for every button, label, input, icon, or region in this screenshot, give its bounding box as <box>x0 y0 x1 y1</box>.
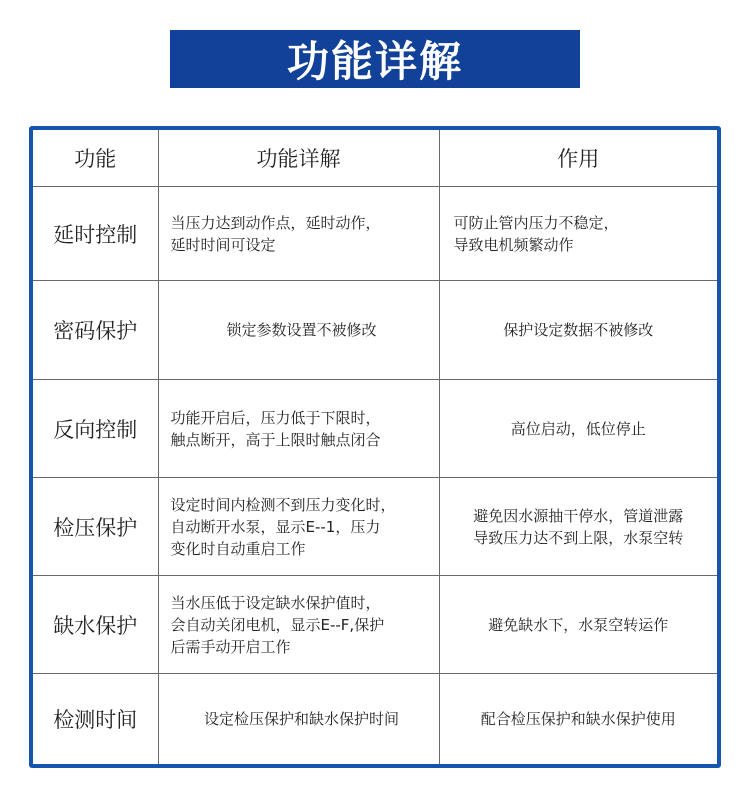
row-function-name: 密码保护 <box>33 281 158 380</box>
row-effect-text: 避免缺水下，水泵空转运作 <box>488 615 669 634</box>
header-function: 功能 <box>33 130 158 187</box>
row-effect-text: 保护设定数据不被修改 <box>503 321 654 339</box>
row-function-name: 检测时间 <box>33 674 158 765</box>
row-effect-text: 可防止管内压力不稳定， 导致电机频繁动作 <box>453 213 619 254</box>
row-function-name: 检压保护 <box>33 478 158 576</box>
row-function-name: 延时控制 <box>33 187 158 281</box>
row-effect <box>439 576 717 674</box>
table-row <box>33 187 717 281</box>
row-effect <box>439 478 717 576</box>
header-detail: 功能详解 <box>158 130 439 187</box>
row-effect-text: 避免因水源抽干停水，管道泄露 导致压力达不到上限，水泵空转 <box>473 506 684 547</box>
row-detail <box>158 674 439 765</box>
row-effect-text: 高位启动，低位停止 <box>510 419 646 438</box>
table-row <box>33 478 717 576</box>
row-detail <box>158 281 439 380</box>
table-row <box>33 380 717 478</box>
page-title: 功能详解 <box>170 30 580 88</box>
row-detail <box>158 187 439 281</box>
row-effect-text: 配合检压保护和缺水保护使用 <box>480 710 676 728</box>
row-detail-text: 设定检压保护和缺水保护时间 <box>203 710 399 728</box>
header-effect: 作用 <box>439 130 717 187</box>
row-detail-text: 当水压低于设定缺水保护值时， 会自动关闭电机，显示E--F,保护 后需手动开启工作 <box>170 593 385 656</box>
row-detail-text: 功能开启后，压力低于下限时， 触点断开，高于上限时触点闭合 <box>170 408 381 449</box>
table-row <box>33 674 717 765</box>
row-effect <box>439 380 717 478</box>
row-effect <box>439 281 717 380</box>
row-detail-text: 设定时间内检测不到压力变化时， 自动断开水泵，显示E--1，压力 变化时自动重启工作 <box>170 495 396 558</box>
row-detail <box>158 380 439 478</box>
row-effect <box>439 187 717 281</box>
row-effect <box>439 674 717 765</box>
row-detail <box>158 478 439 576</box>
table-row <box>33 281 717 380</box>
row-detail-text: 当压力达到动作点，延时动作， 延时时间可设定 <box>170 213 381 254</box>
feature-table-grid <box>33 130 717 764</box>
row-function-name: 反向控制 <box>33 380 158 478</box>
table-row <box>33 576 717 674</box>
table-header-row <box>33 130 717 187</box>
row-function-name: 缺水保护 <box>33 576 158 674</box>
feature-table <box>29 126 721 768</box>
row-detail <box>158 576 439 674</box>
row-detail-text: 锁定参数设置不被修改 <box>226 321 377 339</box>
